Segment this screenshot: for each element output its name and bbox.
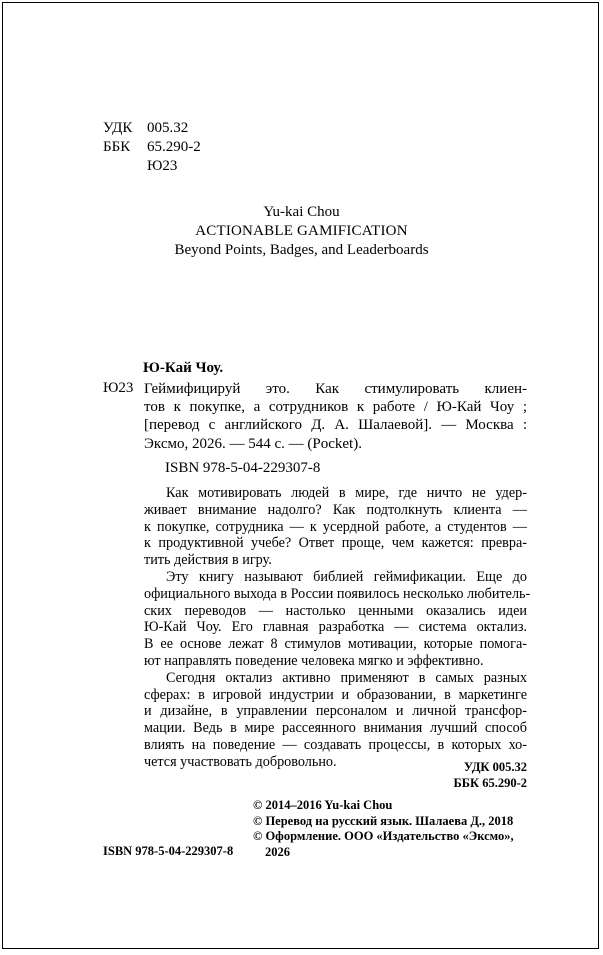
- author-sign-key: [103, 157, 147, 176]
- author-code: Ю23: [103, 380, 134, 396]
- annotation-line: сферах: в игровой индустрии и образовании, в маркетинге: [144, 686, 527, 703]
- copyright-line: © Оформление. ООО «Издательство «Эксмо»,: [253, 829, 514, 843]
- annotation-line: мации. Ведь в мире рассеянного внимания лучший способ: [144, 720, 527, 737]
- annotation-line: чется участвовать добровольно.: [144, 753, 337, 770]
- copyright-line: © Перевод на русский язык. Шалаева Д., 2018: [253, 813, 514, 828]
- annotation-line: к покупке, сотрудника — к усердной работе, а студентов —: [144, 518, 527, 535]
- original-subtitle: Beyond Points, Badges, and Leaderboards: [174, 242, 429, 258]
- author-heading: Ю-Кай Чоу.: [143, 360, 224, 376]
- original-author: Yu-kai Chou: [263, 204, 340, 220]
- bottom-classification: [453, 759, 527, 791]
- annotation-line: Ю-Кай Чоу. Его главная разработка — система октализ.: [144, 619, 527, 636]
- annotation-line: влиять на поведение — создавать процессы, в которых хо-: [144, 736, 527, 753]
- annotation-line: Как мотивировать людей в мире, где ничто не удер-: [166, 485, 527, 501]
- description-line: [перевод с английского Д. А. Шалаевой]. — Москва :: [144, 417, 527, 434]
- bbk-row: [103, 138, 201, 157]
- copyright-page: [2, 2, 599, 949]
- annotation-line: живает внимание надолго? Как подтолкнуть клиента —: [144, 501, 527, 518]
- bibliographic-description: [144, 380, 527, 453]
- annotation-line: Сегодня октализ активно применяют в самых разных: [166, 669, 527, 686]
- annotation-line: Эту книгу называют библией геймификации. Еще до: [166, 568, 527, 585]
- annotation-line: и дизайне, в управлении персоналом и личной трансфор-: [144, 703, 527, 720]
- original-title: ACTIONABLE GAMIFICATION: [195, 223, 408, 239]
- bottom-bbk: ББК 65.290-2: [453, 776, 527, 790]
- bbk-key: ББК: [103, 139, 131, 155]
- classification-block: [103, 119, 201, 176]
- annotation-line: ют направлять поведение человека мягко и эффективно.: [144, 652, 484, 669]
- copyright-line: 2026: [265, 844, 290, 859]
- copyright-block: [253, 798, 514, 860]
- annotation-line: В ее основе лежат 8 стимулов мотивации, которые помога-: [144, 636, 527, 653]
- author-sign-value: Ю23: [147, 158, 178, 174]
- annotation-line: ских переводов — настолько ценными оказались идеи: [144, 602, 527, 619]
- bbk-value: 65.290-2: [147, 139, 201, 155]
- bottom-udk: УДК 005.32: [463, 760, 527, 774]
- copyright-line: © 2014–2016 Yu-kai Chou: [253, 798, 393, 812]
- annotation: [144, 485, 531, 771]
- description-line: Эксмо, 2026. — 544 с. — (Pocket).: [144, 435, 362, 452]
- annotation-line: к продуктивной учебе? Ответ проще, чем кажется: превра-: [144, 535, 527, 552]
- author-sign-row: [103, 157, 201, 176]
- isbn-bottom: ISBN 978-5-04-229307-8: [103, 844, 234, 858]
- description-line: тов к покупке, а сотрудников к работе / Ю-Кай Чоу ;: [144, 399, 527, 416]
- isbn: ISBN 978-5-04-229307-8: [165, 460, 321, 476]
- annotation-line: тить действия в игру.: [144, 552, 272, 569]
- udk-row: [103, 119, 201, 138]
- annotation-line: официального выхода в России появилось несколько любитель-: [144, 585, 531, 602]
- udk-value: 005.32: [147, 120, 189, 136]
- udk-key: УДК: [103, 120, 133, 136]
- original-edition-block: [3, 203, 599, 260]
- description-line: Геймифицируй это. Как стимулировать клиен-: [144, 381, 527, 397]
